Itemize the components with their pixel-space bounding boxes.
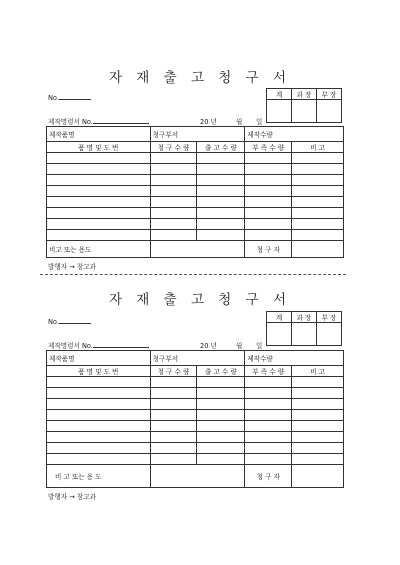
requester-field[interactable]	[292, 241, 344, 258]
table-row[interactable]	[47, 230, 344, 241]
approval-box	[266, 88, 342, 123]
requester-label: 청 구 자	[245, 465, 292, 488]
order-no-label: 제작명령서 No.	[48, 118, 93, 126]
table-row[interactable]	[47, 186, 344, 197]
issuer-note: 발행자 → 창고과	[48, 493, 96, 501]
table-row[interactable]	[47, 388, 344, 399]
purpose-field[interactable]	[150, 241, 245, 258]
table-row[interactable]	[47, 219, 344, 230]
approval-stamp-clerk[interactable]	[267, 323, 292, 346]
approval-header-manager: 과 장	[292, 89, 317, 100]
issuer-note: 발행자 → 창고과	[48, 263, 96, 271]
no-field[interactable]	[48, 318, 91, 326]
date-year: 20 년	[200, 118, 217, 126]
order-no-label: 제작명령서 No.	[48, 342, 93, 350]
product-name-label: 제작품명	[47, 351, 151, 366]
no-label: No.	[48, 94, 59, 102]
no-field[interactable]	[48, 94, 91, 102]
approval-stamp-clerk[interactable]	[267, 100, 292, 123]
col-header-remarks: 비 고	[292, 366, 344, 377]
purpose-label: 비고 또는 용도	[47, 241, 151, 258]
dept-label: 청구부서	[150, 127, 245, 142]
requester-field[interactable]	[292, 465, 344, 488]
col-header-item: 품 명 및 도 번	[47, 366, 151, 377]
date-month: 월	[236, 118, 243, 126]
table-row[interactable]	[47, 153, 344, 164]
approval-header-clerk: 계	[267, 89, 292, 100]
requester-label: 청 구 자	[245, 241, 292, 258]
col-header-issued: 출 고 수 량	[197, 366, 245, 377]
purpose-field[interactable]	[150, 465, 245, 488]
date-month: 월	[236, 342, 243, 350]
approval-header-director: 부 장	[317, 89, 342, 100]
table-row[interactable]	[47, 164, 344, 175]
approval-header-manager: 과 장	[292, 312, 317, 323]
table-row[interactable]	[47, 175, 344, 186]
table-row[interactable]	[47, 432, 344, 443]
request-table	[46, 350, 344, 488]
approval-header-clerk: 계	[267, 312, 292, 323]
date-day: 일	[256, 342, 263, 350]
form-title: 자 재 출 고 청 구 서	[108, 70, 292, 86]
col-header-requested: 청 구 수 량	[150, 366, 197, 377]
order-no-field[interactable]	[48, 340, 149, 350]
table-row[interactable]	[47, 197, 344, 208]
approval-stamp-director[interactable]	[317, 100, 342, 123]
qty-label: 제작수량	[245, 127, 344, 142]
dept-label: 청구부서	[150, 351, 245, 366]
table-row[interactable]	[47, 454, 344, 465]
date-day: 일	[256, 118, 263, 126]
table-row[interactable]	[47, 399, 344, 410]
cut-line	[40, 274, 346, 275]
form-title: 자 재 출 고 청 구 서	[108, 292, 292, 308]
col-header-issued: 출 고 수 량	[197, 142, 245, 153]
col-header-item: 품 명 및 도 번	[47, 142, 151, 153]
date-year: 20 년	[200, 342, 217, 350]
col-header-requested: 청 구 수 량	[150, 142, 197, 153]
no-label: No.	[48, 318, 59, 326]
approval-stamp-manager[interactable]	[292, 100, 317, 123]
approval-stamp-director[interactable]	[317, 323, 342, 346]
approval-box	[266, 311, 342, 346]
table-row[interactable]	[47, 208, 344, 219]
approval-stamp-manager[interactable]	[292, 323, 317, 346]
product-name-label: 제작품명	[47, 127, 151, 142]
col-header-shortage: 부 족 수 량	[245, 366, 292, 377]
request-table	[46, 126, 344, 258]
approval-header-director: 부 장	[317, 312, 342, 323]
qty-label: 제작수량	[245, 351, 344, 366]
table-row[interactable]	[47, 410, 344, 421]
purpose-label: 비 고 또는 용 도	[47, 465, 151, 488]
table-row[interactable]	[47, 443, 344, 454]
table-row[interactable]	[47, 377, 344, 388]
col-header-shortage: 부 족 수 량	[245, 142, 292, 153]
table-row[interactable]	[47, 421, 344, 432]
col-header-remarks: 비 고	[292, 142, 344, 153]
order-no-field[interactable]	[48, 116, 149, 126]
